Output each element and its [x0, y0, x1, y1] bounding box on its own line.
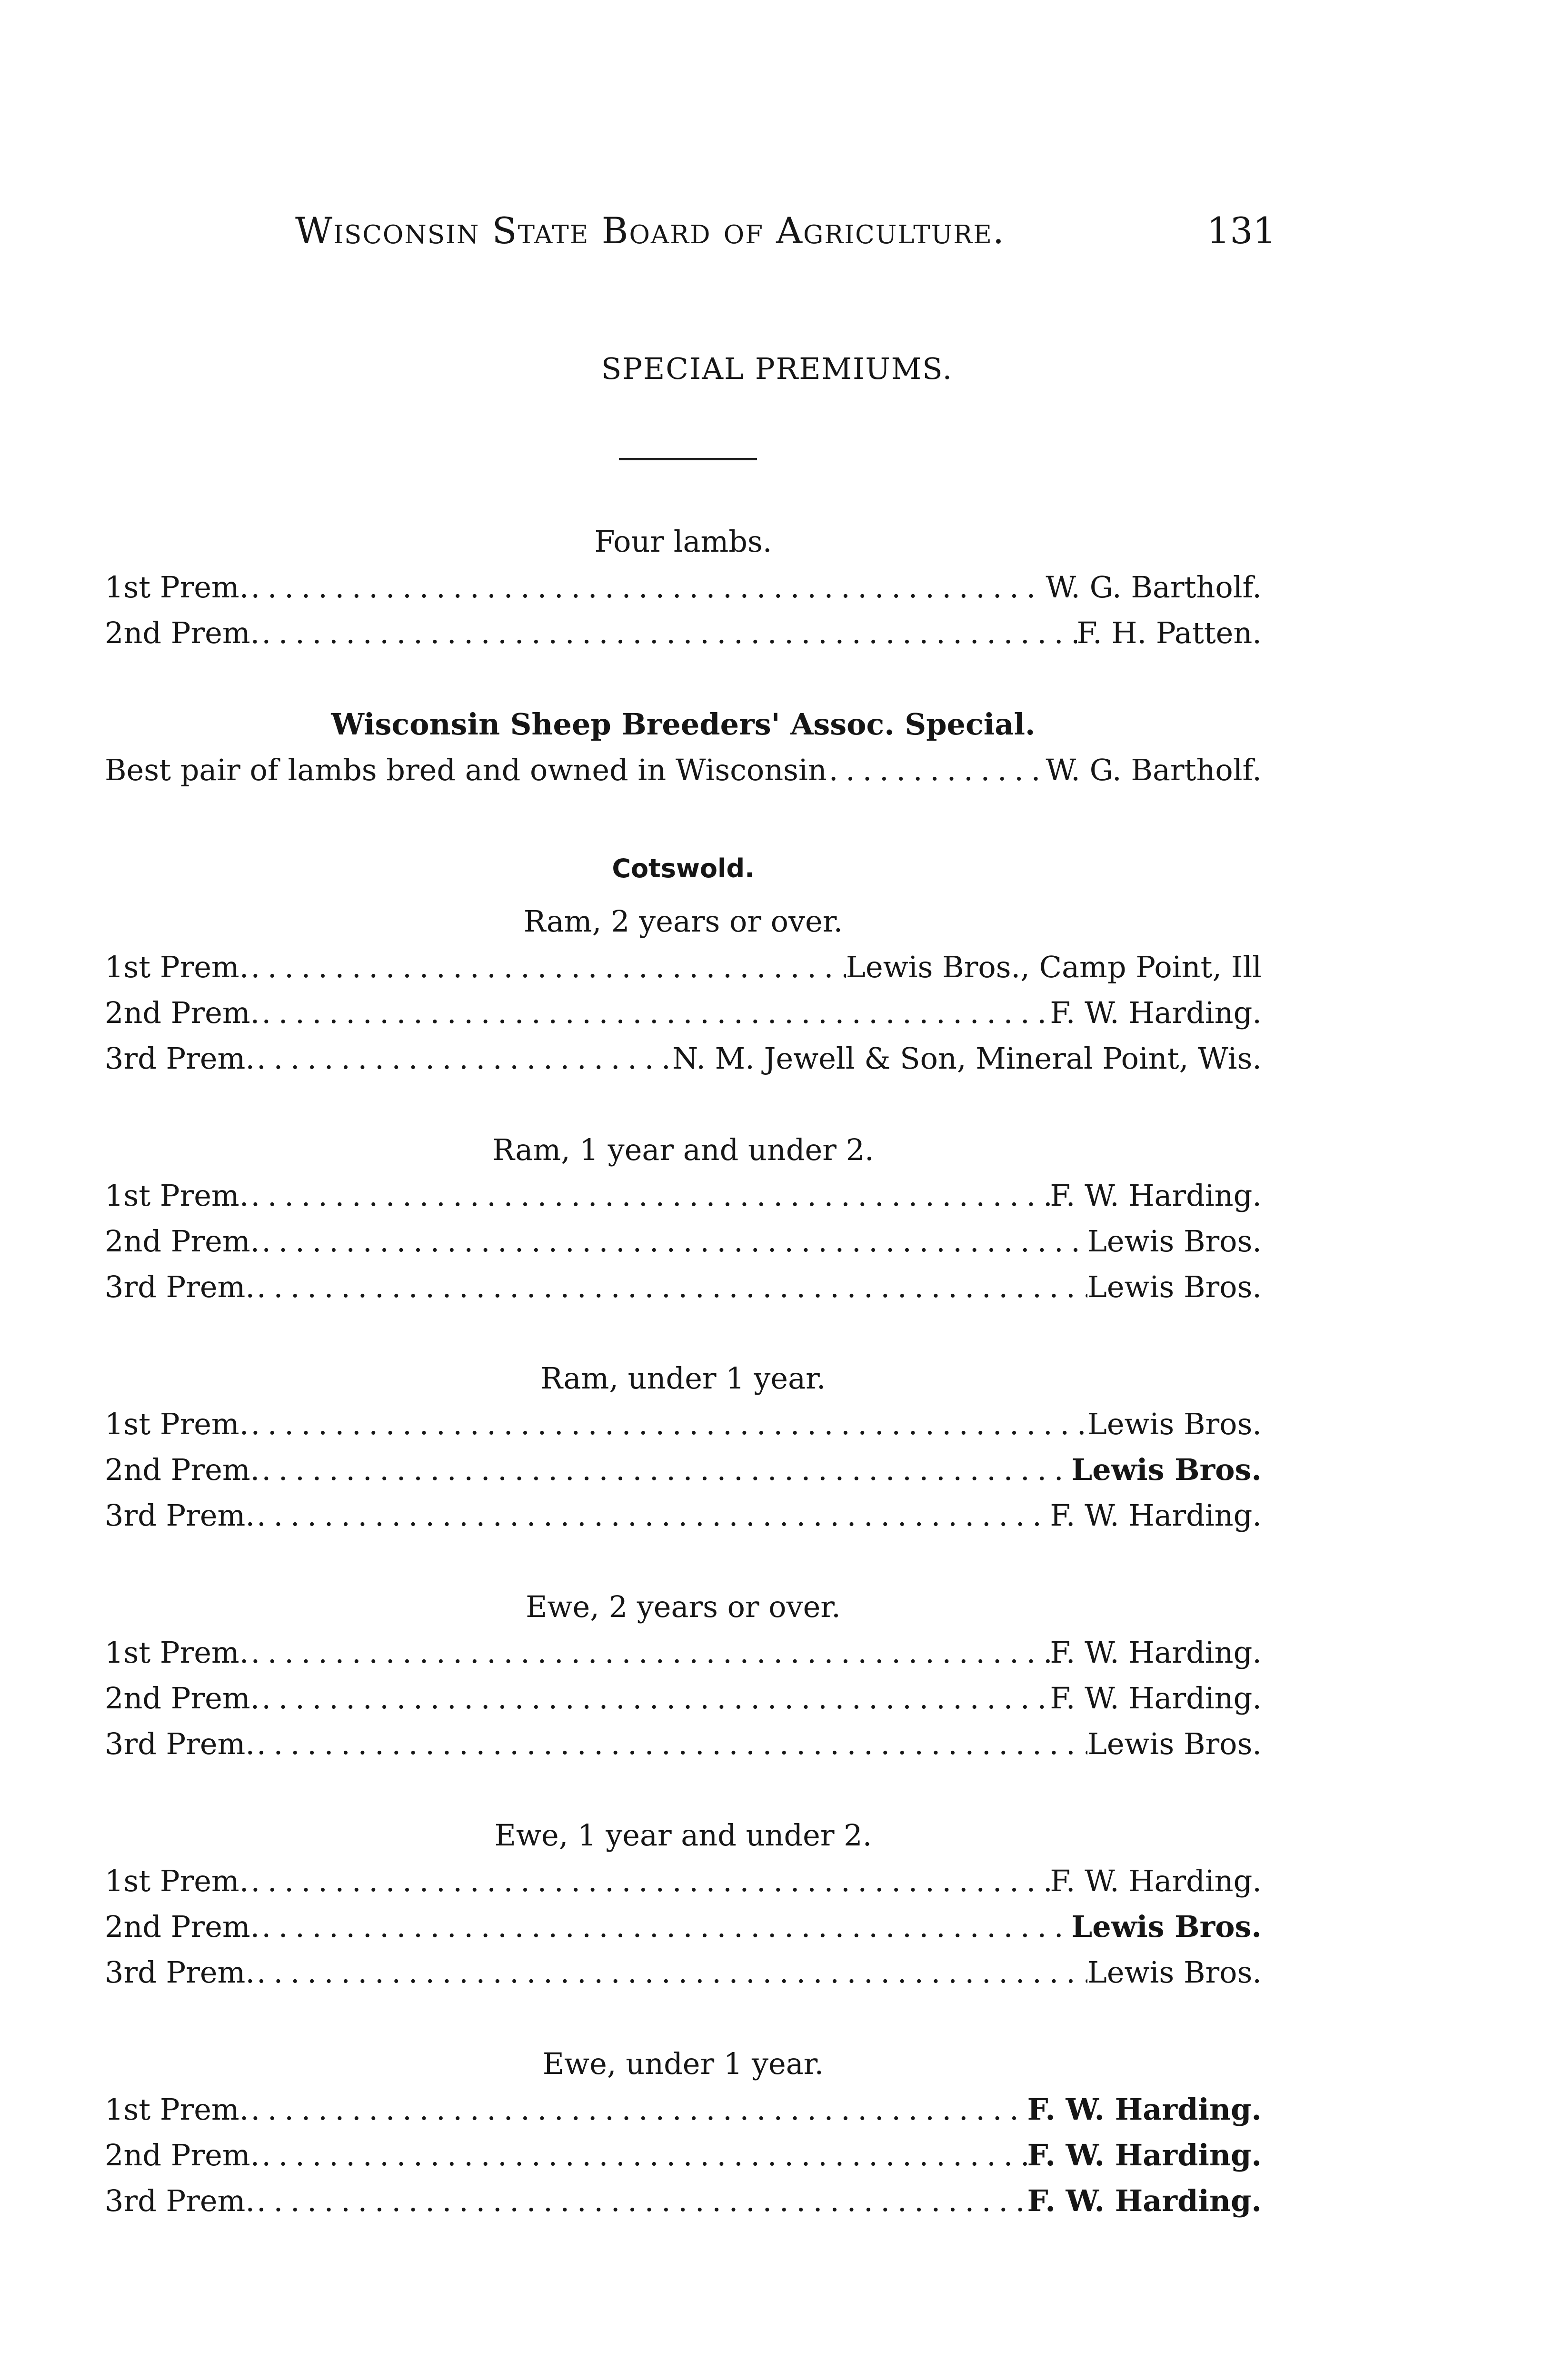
premium-entry	[105, 2087, 1262, 2132]
dot-leader	[249, 944, 846, 990]
premium-entry	[105, 1721, 1262, 1767]
entry-label: Best pair of lambs bred and owned in Wisconsin	[105, 753, 827, 787]
running-head-title: Wisconsin State Board of Agriculture.	[295, 209, 1006, 252]
entry-label: 3rd Prem.	[105, 1269, 255, 1304]
entry-winner: F. W. Harding.	[1050, 1635, 1262, 1670]
premium-entry	[105, 565, 1262, 610]
entry-winner: F. W. Harding.	[1050, 995, 1262, 1030]
premium-entry	[105, 1036, 1262, 1081]
premium-entry	[105, 1447, 1262, 1493]
group-title: Ram, 1 year and under 2.	[492, 1132, 874, 1167]
dot-leader	[259, 1676, 1050, 1721]
group-title: Ram, 2 years or over.	[523, 904, 843, 939]
entry-winner: F. H. Patten.	[1076, 615, 1262, 650]
dot-leader	[259, 1447, 1071, 1493]
dot-leader	[259, 1219, 1087, 1264]
entry-label: 1st Prem.	[105, 950, 249, 984]
entry-winner: F. W. Harding.	[1027, 2138, 1262, 2172]
premium-entry	[105, 1493, 1262, 1538]
premium-list	[105, 519, 1262, 2270]
dot-leader	[249, 565, 1046, 610]
dot-leader	[249, 1858, 1050, 1904]
section-heading: SPECIAL PREMIUMS.	[601, 351, 953, 386]
entry-winner: F. W. Harding.	[1027, 2092, 1262, 2127]
group-title: Four lambs.	[594, 524, 772, 559]
group-title: Cotswold.	[612, 853, 755, 883]
dot-leader	[259, 1904, 1071, 1950]
entry-winner: F. W. Harding.	[1050, 1178, 1262, 1213]
entry-label: 2nd Prem.	[105, 1681, 260, 1716]
entry-label: 2nd Prem.	[105, 2138, 260, 2172]
dot-leader	[255, 1493, 1050, 1538]
group-title: Wisconsin Sheep Breeders' Assoc. Special.	[331, 707, 1036, 742]
entry-winner: F. W. Harding.	[1050, 1681, 1262, 1716]
entry-label: 3rd Prem.	[105, 1498, 255, 1533]
dot-leader	[255, 1036, 672, 1081]
premium-group	[105, 519, 1262, 656]
entry-winner: F. W. Harding.	[1050, 1498, 1262, 1533]
premium-group	[105, 2041, 1262, 2224]
entry-winner: Lewis Bros., Camp Point, Ill	[846, 950, 1262, 984]
group-title: Ewe, under 1 year.	[542, 2046, 824, 2081]
dot-leader	[259, 610, 1076, 656]
premium-entry	[105, 1264, 1262, 1310]
premium-entry	[105, 1858, 1262, 1904]
entry-winner: W. G. Bartholf.	[1046, 753, 1262, 787]
entry-label: 2nd Prem.	[105, 995, 260, 1030]
entry-label: 3rd Prem.	[105, 1041, 255, 1076]
heading-rule	[619, 458, 757, 460]
premium-entry	[105, 1401, 1262, 1447]
premium-entry	[105, 1173, 1262, 1219]
premium-entry	[105, 990, 1262, 1036]
premium-group	[105, 1813, 1262, 1995]
premium-group	[105, 1127, 1262, 1310]
entry-winner: Lewis Bros.	[1087, 1726, 1262, 1761]
entry-label: 1st Prem.	[105, 1864, 249, 1898]
entry-winner: Lewis Bros.	[1071, 1452, 1262, 1487]
entry-label: 1st Prem.	[105, 1635, 249, 1670]
entry-winner: Lewis Bros.	[1087, 1407, 1262, 1441]
entry-label: 1st Prem.	[105, 570, 249, 605]
entry-label: 3rd Prem.	[105, 2183, 255, 2218]
entry-label: 3rd Prem.	[105, 1955, 255, 1990]
premium-entry	[105, 944, 1262, 990]
premium-group	[105, 839, 1262, 899]
premium-entry	[105, 1904, 1262, 1950]
entry-winner: Lewis Bros.	[1087, 1269, 1262, 1304]
entry-winner: W. G. Bartholf.	[1046, 570, 1262, 605]
entry-winner: F. W. Harding.	[1050, 1864, 1262, 1898]
premium-entry	[105, 1630, 1262, 1676]
dot-leader	[249, 2087, 1027, 2132]
entry-label: 1st Prem.	[105, 1407, 249, 1441]
premium-entry	[105, 1950, 1262, 1995]
dot-leader	[255, 1264, 1087, 1310]
dot-leader	[827, 747, 1046, 793]
entry-winner: Lewis Bros.	[1087, 1955, 1262, 1990]
entry-label: 2nd Prem.	[105, 1224, 260, 1259]
entry-label: 2nd Prem.	[105, 1452, 260, 1487]
entry-winner: N. M. Jewell & Son, Mineral Point, Wis.	[672, 1041, 1262, 1076]
premium-entry	[105, 747, 1262, 793]
premium-entry	[105, 1219, 1262, 1264]
premium-entry	[105, 2132, 1262, 2178]
group-title: Ewe, 2 years or over.	[526, 1589, 841, 1624]
running-head	[295, 205, 1276, 257]
entry-label: 1st Prem.	[105, 1178, 249, 1213]
entry-label: 1st Prem.	[105, 2092, 249, 2127]
dot-leader	[249, 1401, 1087, 1447]
entry-winner: F. W. Harding.	[1027, 2183, 1262, 2218]
dot-leader	[259, 990, 1050, 1036]
dot-leader	[249, 1173, 1050, 1219]
entry-label: 2nd Prem.	[105, 615, 260, 650]
dot-leader	[249, 1630, 1050, 1676]
dot-leader	[259, 2132, 1027, 2178]
entry-label: 3rd Prem.	[105, 1726, 255, 1761]
premium-group	[105, 1356, 1262, 1538]
premium-entry	[105, 1676, 1262, 1721]
premium-group	[105, 702, 1262, 793]
page-number: 131	[1206, 209, 1276, 252]
group-title: Ewe, 1 year and under 2.	[494, 1818, 872, 1853]
dot-leader	[255, 2178, 1027, 2224]
entry-label: 2nd Prem.	[105, 1909, 260, 1944]
premium-group	[105, 899, 1262, 1081]
premium-entry	[105, 2178, 1262, 2224]
entry-winner: Lewis Bros.	[1071, 1909, 1262, 1944]
premium-entry	[105, 610, 1262, 656]
group-title: Ram, under 1 year.	[540, 1361, 826, 1396]
dot-leader	[255, 1721, 1087, 1767]
entry-winner: Lewis Bros.	[1087, 1224, 1262, 1259]
dot-leader	[255, 1950, 1087, 1995]
premium-group	[105, 1584, 1262, 1767]
